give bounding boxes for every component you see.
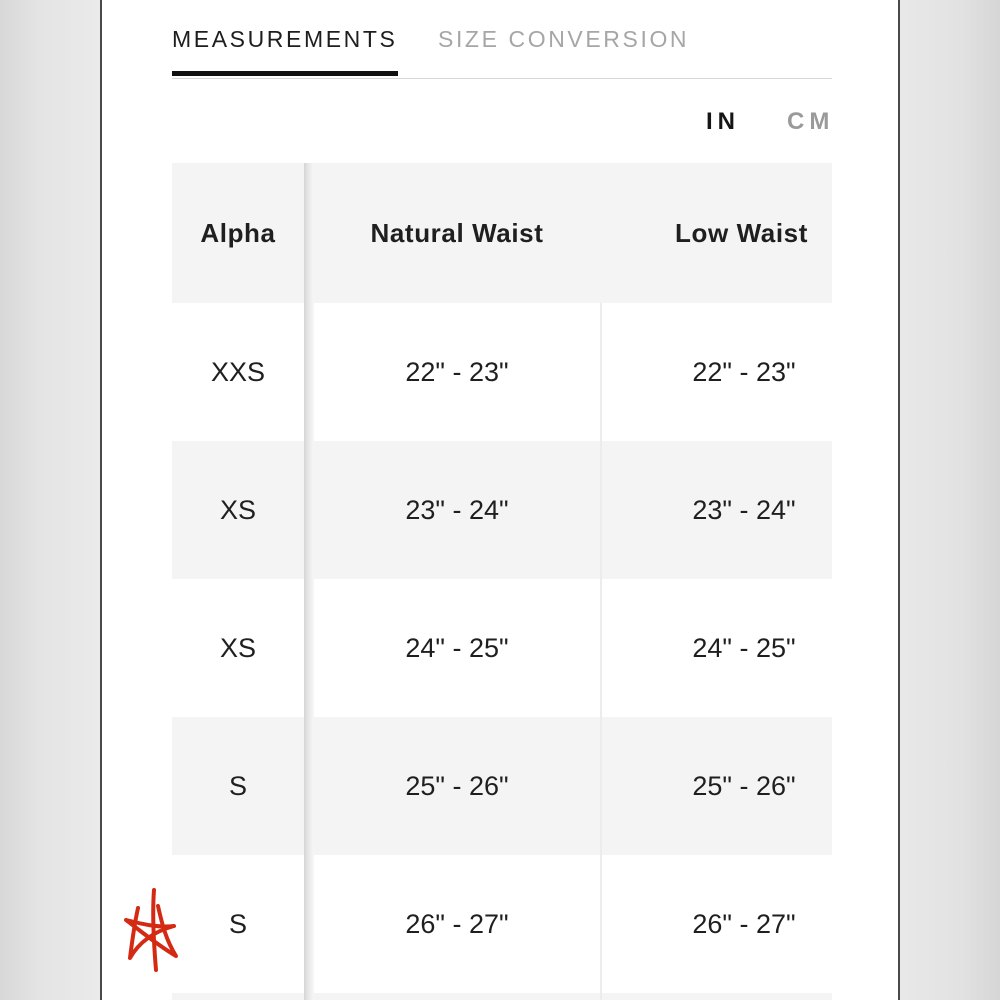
- table-row: [172, 579, 832, 717]
- column-header-low-waist: Low Waist: [675, 217, 808, 248]
- column-header-alpha: Alpha: [200, 217, 276, 248]
- tab-bar: [172, 0, 832, 79]
- low-waist-cell: 25" - 26": [692, 770, 796, 801]
- alpha-cell: S: [228, 908, 247, 939]
- natural-waist-cell: 25" - 26": [405, 770, 509, 801]
- table-row: [172, 717, 832, 855]
- alpha-cell: S: [228, 770, 247, 801]
- sticky-column-shadow: [304, 163, 314, 1000]
- unit-toggle-cm[interactable]: CM: [787, 108, 835, 135]
- low-waist-cell: 22" - 23": [692, 356, 796, 387]
- natural-waist-cell: 24" - 25": [405, 632, 509, 663]
- alpha-cell: XXS: [210, 356, 266, 387]
- natural-waist-cell: 23" - 24": [405, 494, 509, 525]
- alpha-cell: XS: [219, 494, 257, 525]
- table-row: [172, 441, 832, 579]
- size-chart-panel: [100, 0, 900, 1000]
- column-divider: [600, 303, 602, 1000]
- column-header-natural-waist: Natural Waist: [370, 217, 544, 248]
- low-waist-cell: 26" - 27": [692, 908, 796, 939]
- table-row-partial: [172, 993, 832, 1000]
- active-tab-indicator: [172, 71, 398, 76]
- table-row: [172, 855, 832, 993]
- table-header-row: [172, 163, 832, 303]
- natural-waist-cell: 22" - 23": [405, 356, 509, 387]
- alpha-cell: XS: [219, 632, 257, 663]
- low-waist-cell: 24" - 25": [692, 632, 796, 663]
- unit-toggle-in[interactable]: IN: [706, 108, 740, 135]
- hand-drawn-star-icon: [118, 886, 188, 978]
- size-table: [172, 163, 832, 1000]
- table-row: [172, 303, 832, 441]
- natural-waist-cell: 26" - 27": [405, 908, 509, 939]
- low-waist-cell: 23" - 24": [692, 494, 796, 525]
- tab-measurements[interactable]: MEASUREMENTS: [172, 26, 398, 52]
- tab-size-conversion[interactable]: SIZE CONVERSION: [438, 26, 690, 52]
